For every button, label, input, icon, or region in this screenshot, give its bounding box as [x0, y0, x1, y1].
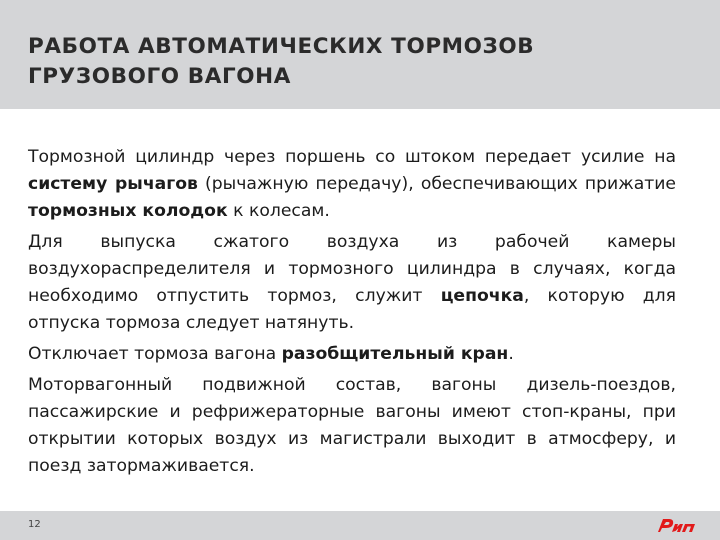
bold-term-chain: цепочка — [440, 286, 524, 306]
paragraph-text: Моторвагонный подвижной состав, вагоны дизель-поездов, пассажирские и рефрижераторные вагоны имеют стоп-краны, при открытии которых воздух из магистрали выходит в атмосферу, и поезд затормаживается. — [28, 375, 676, 476]
slide-body — [28, 144, 676, 484]
paragraph-text: Для выпуска сжатого воздуха из рабочей камеры воздухораспределителя и тормозного цилиндра в случаях, когда необходимо отпустить тормоз, служит — [28, 232, 676, 306]
paragraph — [28, 341, 676, 368]
paragraph-text: , которую для отпуска тормоза следует натянуть. — [28, 286, 677, 333]
paragraph-text: (рычажную передачу), обеспечивающих прижатие — [197, 174, 676, 194]
title-line-2: ГРУЗОВОГО ВАГОНА — [28, 64, 291, 89]
title-line-1: РАБОТА АВТОМАТИЧЕСКИХ ТОРМОЗОВ — [28, 34, 535, 59]
paragraph-text: Тормозной цилиндр через поршень со штоком передает усилие на — [28, 147, 676, 167]
bold-term-brake-linkage: систему рычагов — [28, 174, 198, 194]
footer-bar — [0, 511, 720, 540]
paragraph-text: . — [508, 344, 514, 364]
title-bar — [0, 0, 720, 109]
slide-title — [28, 32, 720, 92]
bold-term-isolating-cock: разобщительный кран — [281, 344, 509, 364]
paragraph — [28, 144, 676, 225]
page-number: 12 — [28, 519, 41, 530]
paragraph — [28, 229, 676, 337]
paragraph-text: Отключает тормоза вагона — [28, 344, 282, 364]
paragraph-text: к колесам. — [227, 201, 330, 221]
rzd-logo-icon — [654, 514, 700, 536]
paragraph — [28, 372, 676, 480]
bold-term-brake-shoes: тормозных колодок — [28, 201, 228, 221]
